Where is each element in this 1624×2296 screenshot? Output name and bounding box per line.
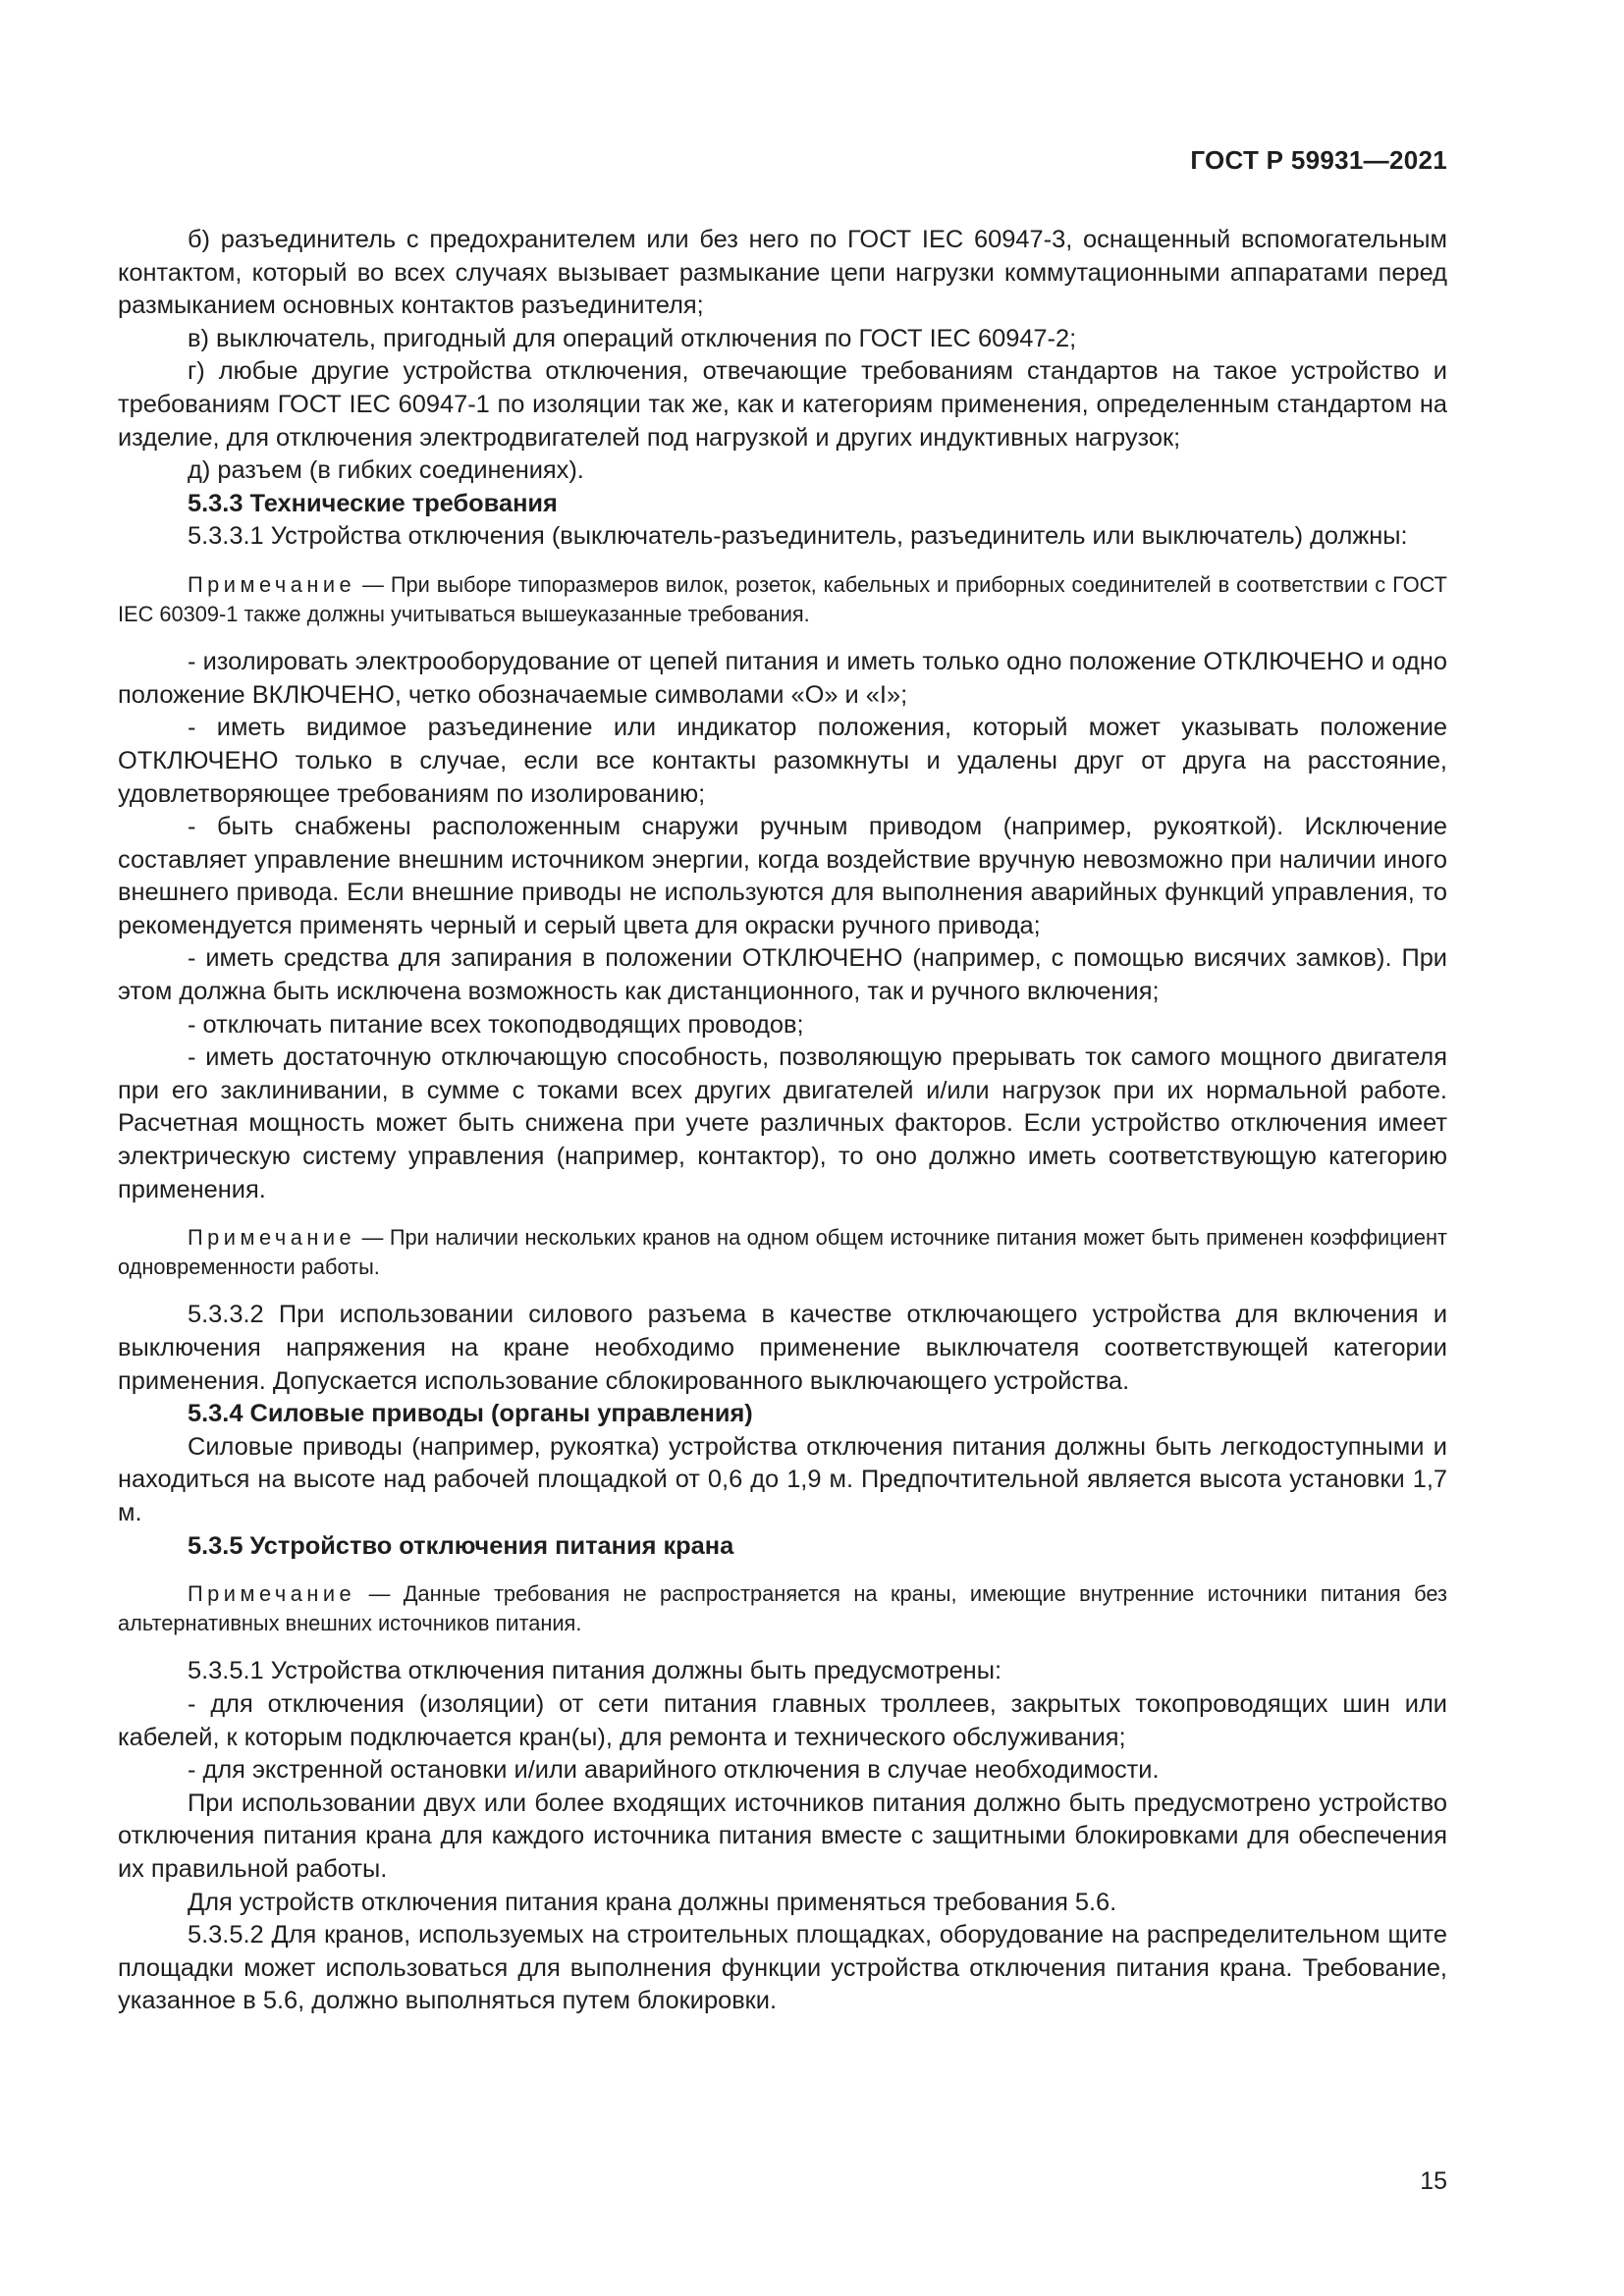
- note-text: — При наличии нескольких кранов на одном общем источнике питания может быть применен коэффициент одновременности работы.: [118, 1225, 1447, 1279]
- document-body: [118, 224, 1447, 2018]
- body-paragraph: - изолировать электрооборудование от цепей питания и иметь только одно положение ОТКЛЮЧЕНО и одно положение ВКЛЮЧЕНО, четко обозначаемые символами «О» и «I»;: [118, 648, 1447, 709]
- body-paragraph: 5.3.5.1 Устройства отключения питания должны быть предусмотрены:: [188, 1657, 1002, 1685]
- body-paragraph: Для устройств отключения питания крана должны применяться требования 5.6.: [188, 1888, 1117, 1916]
- note-label: Примечание: [188, 571, 356, 597]
- body-paragraph: - для отключения (изоляции) от сети питания главных троллеев, закрытых токопроводящих шин или кабелей, к которым подключается кран(ы), для ремонта и технического обслуживания;: [118, 1689, 1447, 1751]
- body-paragraph: При использовании двух или более входящих источников питания должно быть предусмотрено устройство отключения питания крана для каждого источника питания вместе с защитными блокировками для обеспечения их правильной работы.: [118, 1789, 1447, 1883]
- body-paragraph: - иметь достаточную отключающую способность, позволяющую прерывать ток самого мощного двигателя при его заклинивании, в сумме с токами всех других двигателей и/или нагрузок при их нормальной работе. Расчетная мощность может быть снижена при учете различных факторов. Если устройство отключения имеет электрическую систему управления (например, контактор), то оно должно иметь соответствующую категорию применения.: [118, 1043, 1447, 1203]
- note-text: — Данные требования не распространяется на краны, имеющие внутренние источники питания без альтернативных внешних источников питания.: [118, 1581, 1447, 1635]
- body-paragraph: б) разъединитель с предохранителем или без него по ГОСТ IEC 60947-3, оснащенный вспомогательным контактом, который во всех случаях вызывает размыкание цепи нагрузки коммутационными аппаратами перед размыканием основных контактов разъединителя;: [118, 226, 1447, 320]
- body-paragraph: в) выключатель, пригодный для операций отключения по ГОСТ IEC 60947-2;: [188, 324, 1077, 352]
- body-paragraph: 5.3.5.2 Для кранов, используемых на строительных площадках, оборудование на распределительном щите площадки может использоваться для выполнения функции устройства отключения питания крана. Требование, указанное в 5.6, должно выполняться путем блокировки.: [118, 1921, 1447, 2015]
- document-id-header: ГОСТ Р 59931—2021: [1190, 145, 1447, 175]
- note-paragraph: [118, 1223, 1447, 1281]
- note-label: Примечание: [188, 1581, 356, 1607]
- body-paragraph: д) разъем (в гибких соединениях).: [188, 456, 584, 485]
- section-heading: 5.3.5 Устройство отключения питания крана: [188, 1531, 734, 1560]
- note-text: — При выборе типоразмеров вилок, розеток, кабельных и приборных соединителей в соответствии с ГОСТ IEC 60309-1 также должны учитываться вышеуказанные требования.: [118, 571, 1447, 626]
- body-paragraph: - иметь видимое разъединение или индикатор положения, который может указывать положение ОТКЛЮЧЕНО только в случае, если все контакты разомкнуты и удалены друг от друга на расстояние, удовлетворяющее требованиям по изолированию;: [118, 714, 1447, 808]
- note-paragraph: [118, 1579, 1447, 1637]
- body-paragraph: - отключать питание всех токоподводящих проводов;: [188, 1010, 804, 1039]
- body-paragraph: - для экстренной остановки и/или аварийного отключения в случае необходимости.: [188, 1756, 1160, 1785]
- page-number: 15: [1420, 2167, 1447, 2195]
- body-paragraph: 5.3.3.2 При использовании силового разъема в качестве отключающего устройства для включения и выключения напряжения на кране необходимо применение выключателя соответствующей категории применения. Допускается использование сблокированного выключающего устройства.: [118, 1301, 1447, 1395]
- body-paragraph: 5.3.3.1 Устройства отключения (выключатель-разъединитель, разъединитель или выключатель) должны:: [188, 522, 1408, 551]
- body-paragraph: - быть снабжены расположенным снаружи ручным приводом (например, рукояткой). Исключение составляет управление внешним источником энергии, когда воздействие вручную невозможно при наличии иного внешнего привода. Если внешние приводы не используются для выполнения аварийных функций управления, то рекомендуется применять черный и серый цвета для окраски ручного привода;: [118, 813, 1447, 939]
- section-heading: 5.3.4 Силовые приводы (органы управления): [188, 1400, 753, 1428]
- note-label: Примечание: [188, 1225, 356, 1251]
- body-paragraph: - иметь средства для запирания в положении ОТКЛЮЧЕНО (например, с помощью висячих замков). При этом должна быть исключена возможность как дистанционного, так и ручного включения;: [118, 944, 1447, 1006]
- note-paragraph: [118, 570, 1447, 628]
- section-heading: 5.3.3 Технические требования: [188, 489, 558, 517]
- body-paragraph: Силовые приводы (например, рукоятка) устройства отключения питания должны быть легкодоступными и находиться на высоте над рабочей площадкой от 0,6 до 1,9 м. Предпочтительной является высота установки 1,7 м.: [118, 1432, 1447, 1526]
- body-paragraph: г) любые другие устройства отключения, отвечающие требованиям стандартов на такое устройство и требованиям ГОСТ IEC 60947-1 по изоляции так же, как и категориям применения, определенным стандартом на изделие, для отключения электродвигателей под нагрузкой и других индуктивных нагрузок;: [118, 357, 1447, 452]
